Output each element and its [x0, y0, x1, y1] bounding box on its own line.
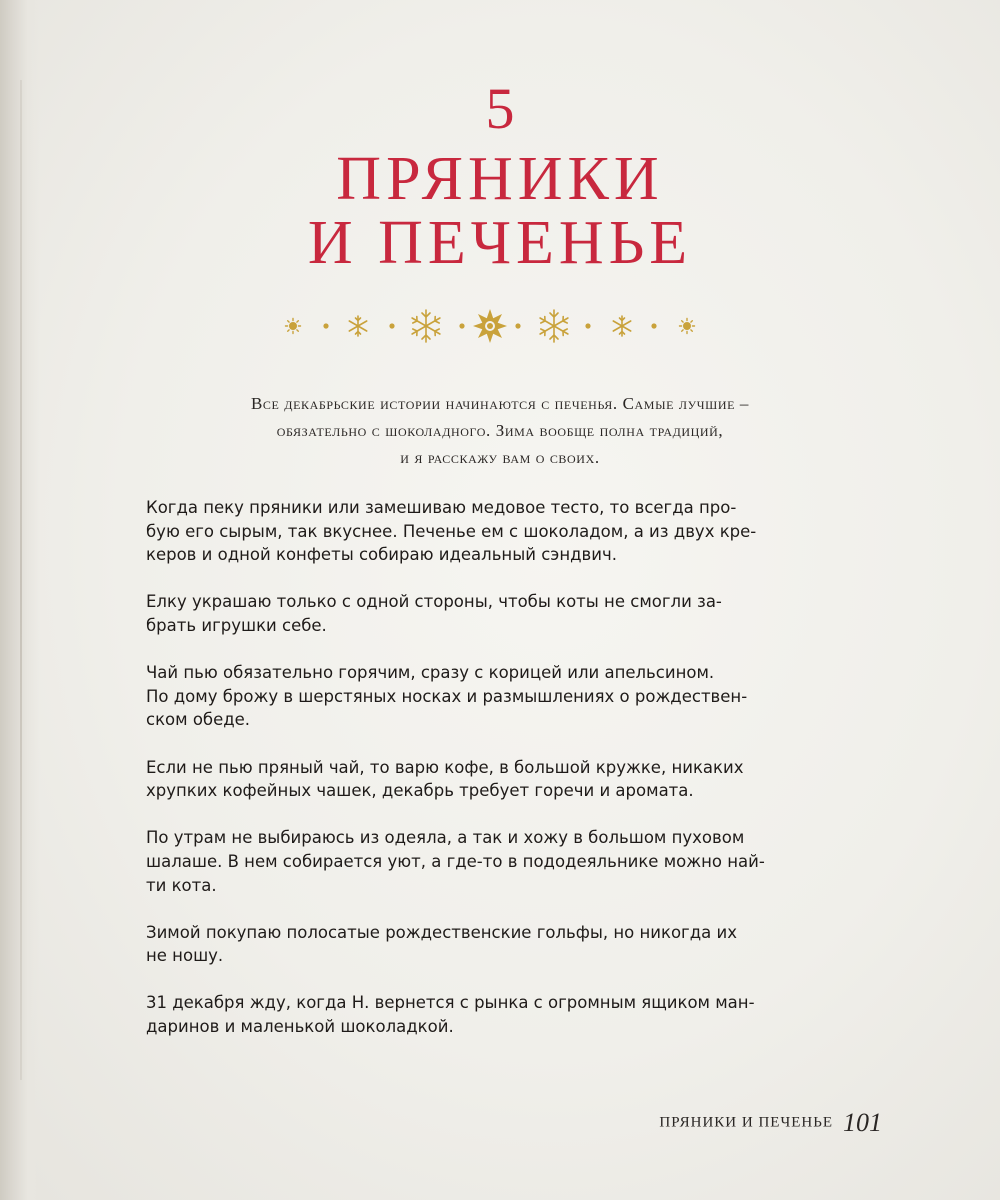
paragraph: [146, 826, 846, 897]
intro-line: обязательно с шоколадного. Зима вообще полна традиций,: [276, 421, 724, 440]
text-line: керов и одной конфеты собираю идеальный сэндвич.: [146, 545, 617, 565]
snowflake-icon: [613, 316, 630, 336]
dot-icon: [651, 323, 656, 328]
chapter-title-line2: И ПЕЧЕНЬЕ: [307, 209, 693, 277]
paragraph: [146, 496, 846, 567]
page-footer: [659, 1108, 882, 1138]
page-number: 101: [843, 1108, 882, 1137]
star-icon: [473, 309, 507, 343]
dot-icon: [323, 323, 328, 328]
intro-line: и я расскажу вам о своих.: [400, 448, 600, 467]
dot-icon: [459, 323, 464, 328]
text-line: бую его сырым, так вкуснее. Печенье ем с шоколадом, а из двух кре-: [146, 521, 757, 541]
chapter-title-line1: ПРЯНИКИ: [336, 145, 664, 213]
paragraph: [146, 590, 846, 637]
paragraph: [146, 921, 846, 968]
text-line: хрупких кофейных чашек, декабрь требует горечи и аромата.: [146, 781, 694, 801]
text-line: шалаше. В нем собирается уют, а где-то в пододеяльнике можно най-: [146, 851, 765, 871]
chapter-intro: [150, 390, 850, 471]
snowflake-icon: [349, 316, 366, 336]
paragraph: [146, 756, 846, 803]
snowflake-icon: [540, 310, 568, 342]
dot-icon: [389, 323, 394, 328]
dot-icon: [515, 323, 520, 328]
dot-icon: [585, 323, 590, 328]
paragraph: [146, 991, 846, 1038]
chapter-number: 5: [485, 76, 515, 141]
text-line: Зимой покупаю полосатые рождественские гольфы, но никогда их: [146, 922, 737, 942]
text-line: По утрам не выбираюсь из одеяла, а так и хожу в большом пуховом: [146, 828, 745, 848]
snowflake-ornament: [280, 306, 700, 346]
running-head: ПРЯНИКИ И ПЕЧЕНЬЕ: [659, 1114, 833, 1131]
snowflake-icon: [412, 310, 440, 342]
body-text: [146, 496, 846, 1062]
text-line: Елку украшаю только с одной стороны, чтобы коты не смогли за-: [146, 592, 722, 612]
text-line: Когда пеку пряники или замешиваю медовое тесто, то всегда про-: [146, 498, 737, 517]
text-line: По дому брожу в шерстяных носках и размышлениях о рождествен-: [146, 686, 748, 706]
text-line: 31 декабря жду, когда Н. вернется с рынка с огромным ящиком ман-: [146, 993, 755, 1013]
text-line: ском обеде.: [146, 710, 251, 730]
text-line: ти кота.: [146, 875, 217, 895]
sun-icon: [286, 319, 301, 334]
text-line: Если не пью пряный чай, то варю кофе, в большой кружке, никаких: [146, 757, 744, 777]
text-line: даринов и маленькой шоколадкой.: [146, 1017, 454, 1037]
text-line: Чай пью обязательно горячим, сразу с корицей или апельсином.: [146, 663, 715, 683]
text-line: не ношу.: [146, 946, 224, 966]
intro-line: Все декабрьские истории начинаются с печенья. Самые лучшие –: [250, 394, 750, 413]
paragraph: [146, 661, 846, 732]
sun-icon: [680, 319, 695, 334]
text-line: брать игрушки себе.: [146, 615, 327, 635]
